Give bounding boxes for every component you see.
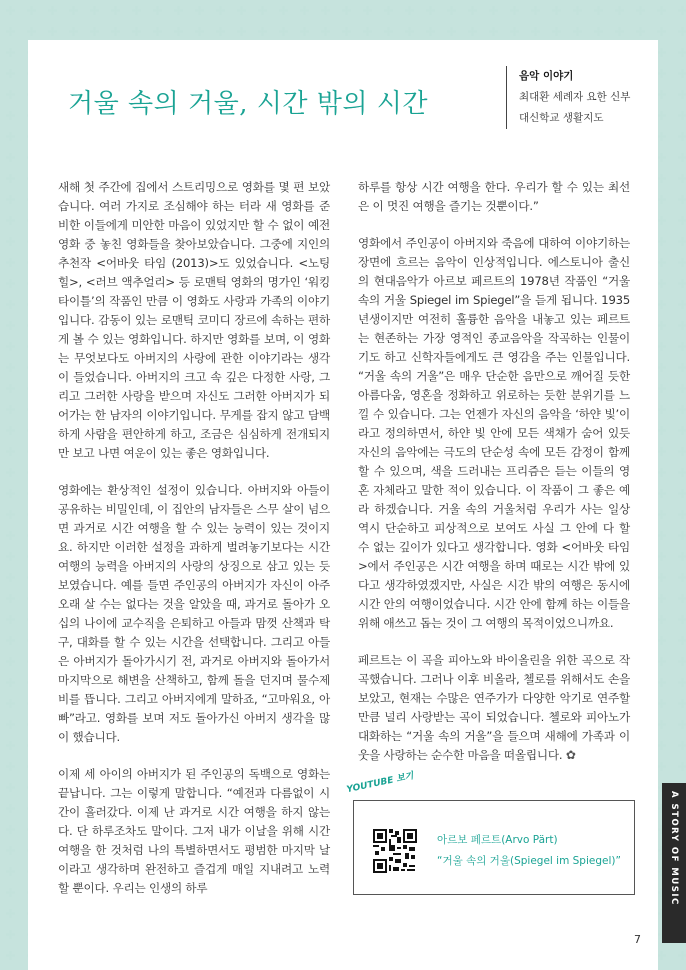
paragraph-last [358, 651, 630, 765]
music-artist: 아르보 페르트(Arvo Pärt) [437, 834, 558, 846]
byline [506, 66, 659, 129]
youtube-label: YOUTUBE 보기 [341, 767, 418, 796]
section-tab-label: A STORY OF MUSIC [669, 791, 679, 906]
author-affiliation: 대신학교 생활지도 [519, 112, 604, 124]
paragraph-text: 페르트는 이 곡을 피아노와 바이올린을 위한 곡으로 작곡했습니다. 그러나 이후 비올라, 첼로를 위해서도 손을 보았고, 현재는 수많은 연주가가 다양한 악기로 연주할 만큼 널리 사랑받는 곡이 되었습니다. 첼로와 피아노가 대화하는 “거울 속의 거울”을 들으며 새해에 가족과 이웃을 사랑하는 순수한 마음을 떠올립니다. [358, 653, 630, 762]
qr-code-icon[interactable] [373, 829, 417, 873]
paragraph: 새해 첫 주간에 집에서 스트리밍으로 영화를 몇 편 보았습니다. 여러 가지로 조심해야 하는 터라 새 영화를 준비한 이들에게 미안한 마음이 있었지만 할 수 없이 예전 영화 중 놓친 영화들을 찾아보았습니다. 그중에 지인의 추천작 <어바웃 타임 (2013)>도 있었습니다. <노팅힐>, <러브 액추얼리> 등 로맨틱 영화의 명가인 ‘워킹 타이틀’의 작품인 만큼 이 영화도 사랑과 가족의 이야기입니다. 감동이 있는 로맨틱 코미디 장르에 속하는 편하게 볼 수 있는 영화입니다. 하지만 영화를 보며, 이 영화는 무엇보다도 아버지의 사랑에 관한 이야기라는 생각이 들었습니다. 아버지의 크고 속 깊은 다정한 사랑, 그리고 그러한 사랑을 받으며 자신도 그러한 아버지가 되어가는 한 남자의 이야기입니다. 무게를 잡지 않고 담백하게 사람을 편안하게 하고, 조금은 심심하게 전개되지만 보고 나면 여운이 있는 좋은 영화입니다. [58, 180, 330, 460]
end-mark-icon: ✿ [565, 748, 576, 762]
music-title: “거울 속의 거울(Spiegel im Spiegel)” [437, 855, 621, 867]
paragraph: 영화에는 환상적인 설정이 있습니다. 아버지와 아들이 공유하는 비밀인데, 이 집안의 남자들은 스무 살이 넘으면 과거로 시간 여행을 할 수 있는 능력이 있는 것이지요. 하지만 이러한 설정을 과하게 벌려놓기보다는 시간 여행의 능력을 아버지의 사랑의 상징으로 삼고 있는 듯 보였습니다. 예를 들면 주인공의 아버지가 자신이 아주 오래 살 수는 없다는 것을 알았을 때, 과거로 돌아가 오십의 나이에 교수직을 은퇴하고 아들과 맘껏 산책과 탁구, 대화를 할 수 있는 시간을 선택합니다. 그리고 아들은 아버지가 돌아가시기 전, 과거로 아버지와 돌아가서 마지막으로 해변을 산책하고, 함께 돌을 던지며 물수제비를 뜹니다. 그리고 아버지에게 말하죠, “고마워요, 아빠”라고. 영화를 보며 저도 돌아가신 아버지 생각을 많이 했습니다. [58, 483, 330, 744]
paragraph: 하루를 항상 시간 여행을 한다. 우리가 할 수 있는 최선은 이 멋진 여행을 즐기는 것뿐이다.” [358, 180, 630, 213]
header [28, 40, 658, 150]
article-column-left [58, 178, 330, 916]
author-name: 최대환 세례자 요한 신부 [519, 91, 631, 103]
page-title: 거울 속의 거울, 시간 밖의 시간 [68, 89, 428, 119]
page-number: 7 [634, 933, 641, 946]
article-column-right [358, 178, 630, 783]
paragraph: 영화에서 주인공이 아버지와 죽음에 대하여 이야기하는 장면에 흐르는 음악이 인상적입니다. 에스토니아 출신의 현대음악가 아르보 페르트의 1978년 작품인 “거울 속의 거울 Spiegel im Spiegel”을 듣게 됩니다. 1935년생이지만 여전히 훌륭한 음악을 내놓고 있는 페르트는 현존하는 가장 영적인 종교음악을 작곡하는 인물이기도 하고 신학자들에게도 큰 영감을 주는 인물입니다. “거울 속의 거울”은 매우 단순한 음만으로 깨어질 듯한 아름다움, 영혼을 정화하고 위로하는 듯한 분위기를 느낄 수 있습니다. 그는 언젠가 자신의 음악을 ‘하얀 빛’이라고 정의하면서, 하얀 빛 안에 모든 색채가 숨어 있듯 자신의 음악에는 극도의 단순성 속에 모든 감정이 함께 할 수 있으며, 색을 드러내는 프리즘은 듣는 이들의 영혼 자체라고 말한 적이 있습니다. 이 작품이 그 좋은 예라 하겠습니다. 거울 속의 거울처럼 우리가 사는 일상 역시 단순하고 피상적으로 보여도 사실 그 안에 다 할 수 없는 깊이가 있다고 생각합니다. 영화 <어바웃 타임>에서 주인공은 시간 여행을 하며 때로는 시간 밖에 있다고 생각하였겠지만, 사실은 시간 밖의 여행은 동시에 시간 안의 여행이었습니다. 시간 안에 함께 하는 이들을 위해 애쓰고 돕는 것이 그 여행의 목적이었으니까요. [358, 236, 630, 630]
paragraph: 이제 세 아이의 아버지가 된 주인공의 독백으로 영화는 끝납니다. 그는 이렇게 말합니다. “예전과 다름없이 시간이 흘러갔다. 이제 난 과거로 시간 여행을 하지 않는다. 단 하루조차도 말이다. 그저 내가 이날을 위해 시간 여행을 한 것처럼 나의 특별하면서도 평범한 마지막 날이라고 생각하며 완전하고 즐겁게 매일 지내려고 노력할 뿐이다. 우리는 인생의 하루 [58, 767, 330, 895]
section-tab [662, 783, 686, 943]
category-label: 음악 이야기 [519, 70, 574, 82]
